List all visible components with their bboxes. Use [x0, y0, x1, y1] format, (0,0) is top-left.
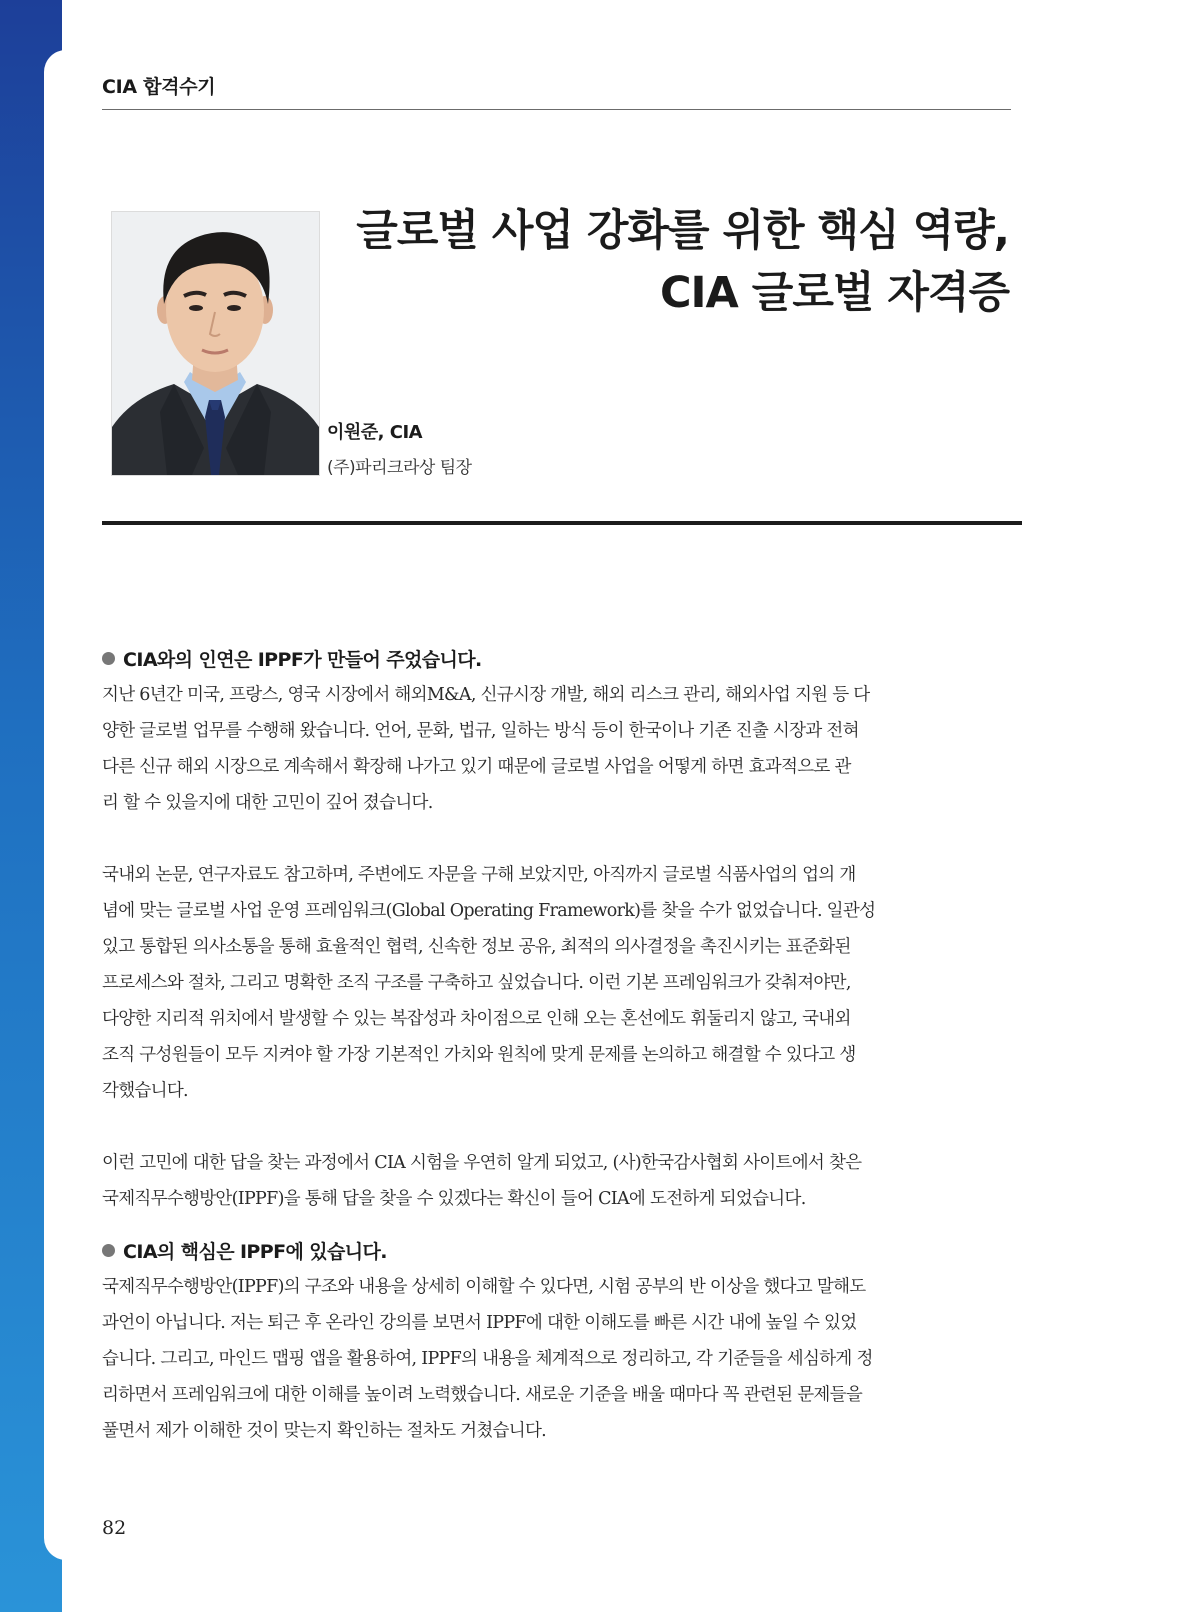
paragraph: [102, 857, 1012, 1109]
section-label: CIA 합격수기: [102, 76, 216, 98]
author-name: 이원준, CIA: [327, 422, 423, 443]
title-line-1: 글로벌 사업 강화를 위한 핵심 역량,: [356, 206, 1009, 256]
article-title: [249, 200, 1009, 324]
paragraph-line: 국내외 논문, 연구자료도 참고하며, 주변에도 자문을 구해 보았지만, 아직까지 글로벌 식품사업의 업의 개: [102, 865, 856, 885]
page-edge: [44, 50, 84, 1560]
section-heading: [102, 643, 1012, 677]
paragraph: [102, 677, 1012, 821]
paragraph-line: 리하면서 프레임워크에 대한 이해를 높이려 노력했습니다. 새로운 기준을 배울 때마다 꼭 관련된 문제들을: [102, 1385, 863, 1405]
section-heading-text: CIA와의 인연은 IPPF가 만들어 주었습니다.: [123, 649, 482, 671]
paragraph: [102, 1145, 1012, 1217]
paragraph-line: 습니다. 그리고, 마인드 맵핑 앱을 활용하여, IPPF의 내용을 체계적으로 정리하고, 각 기준들을 세심하게 정: [102, 1349, 873, 1369]
paragraph-line: 념에 맞는 글로벌 사업 운영 프레임워크(Global Operating Framework)를 찾을 수가 없었습니다. 일관성: [102, 901, 876, 921]
paragraph-line: 지난 6년간 미국, 프랑스, 영국 시장에서 해외M&A, 신규시장 개발, 해외 리스크 관리, 해외사업 지원 등 다: [102, 685, 870, 705]
paragraph-line: 풀면서 제가 이해한 것이 맞는지 확인하는 절차도 거쳤습니다.: [102, 1421, 547, 1441]
paragraph: [102, 1269, 1012, 1449]
paragraph-line: 리 할 수 있을지에 대한 고민이 깊어 졌습니다.: [102, 793, 433, 813]
title-line-2: CIA 글로벌 자격증: [659, 268, 1009, 318]
section-heading-text: CIA의 핵심은 IPPF에 있습니다.: [123, 1241, 387, 1263]
paragraph-line: 국제직무수행방안(IPPF)을 통해 답을 찾을 수 있겠다는 확신이 들어 CIA에 도전하게 되었습니다.: [102, 1189, 806, 1209]
page-number: 82: [102, 1517, 127, 1539]
header-divider: [102, 109, 1011, 110]
paragraph-line: 각했습니다.: [102, 1081, 188, 1101]
paragraph-line: 국제직무수행방안(IPPF)의 구조와 내용을 상세히 이해할 수 있다면, 시험 공부의 반 이상을 했다고 말해도: [102, 1277, 866, 1297]
bullet-dot-icon: [102, 652, 115, 665]
paragraph-line: 프로세스와 절차, 그리고 명확한 조직 구조를 구축하고 싶었습니다. 이런 기본 프레임워크가 갖춰져야만,: [102, 973, 851, 993]
paragraph-line: 다양한 지리적 위치에서 발생할 수 있는 복잡성과 차이점으로 인해 오는 혼선에도 휘둘리지 않고, 국내외: [102, 1009, 851, 1029]
section-heading: [102, 1235, 1012, 1269]
paragraph-line: 있고 통합된 의사소통을 통해 효율적인 협력, 신속한 정보 공유, 최적의 의사결정을 촉진시키는 표준화된: [102, 937, 851, 957]
bullet-dot-icon: [102, 1244, 115, 1257]
paragraph-line: 과언이 아닙니다. 저는 퇴근 후 온라인 강의를 보면서 IPPF에 대한 이해도를 빠른 시간 내에 높일 수 있었: [102, 1313, 857, 1333]
article-body: [102, 643, 1012, 1449]
paragraph-line: 양한 글로벌 업무를 수행해 왔습니다. 언어, 문화, 법규, 일하는 방식 등이 한국이나 기존 진출 시장과 전혀: [102, 721, 859, 741]
author-role: (주)파리크라상 팀장: [327, 458, 472, 478]
paragraph-line: 조직 구성원들이 모두 지켜야 할 가장 기본적인 가치와 원칙에 맞게 문제를 논의하고 해결할 수 있다고 생: [102, 1045, 856, 1065]
paragraph-line: 이런 고민에 대한 답을 찾는 과정에서 CIA 시험을 우연히 알게 되었고, (사)한국감사협회 사이트에서 찾은: [102, 1153, 862, 1173]
paragraph-line: 다른 신규 해외 시장으로 계속해서 확장해 나가고 있기 때문에 글로벌 사업을 어떻게 하면 효과적으로 관: [102, 757, 851, 777]
title-divider: [102, 521, 1022, 525]
